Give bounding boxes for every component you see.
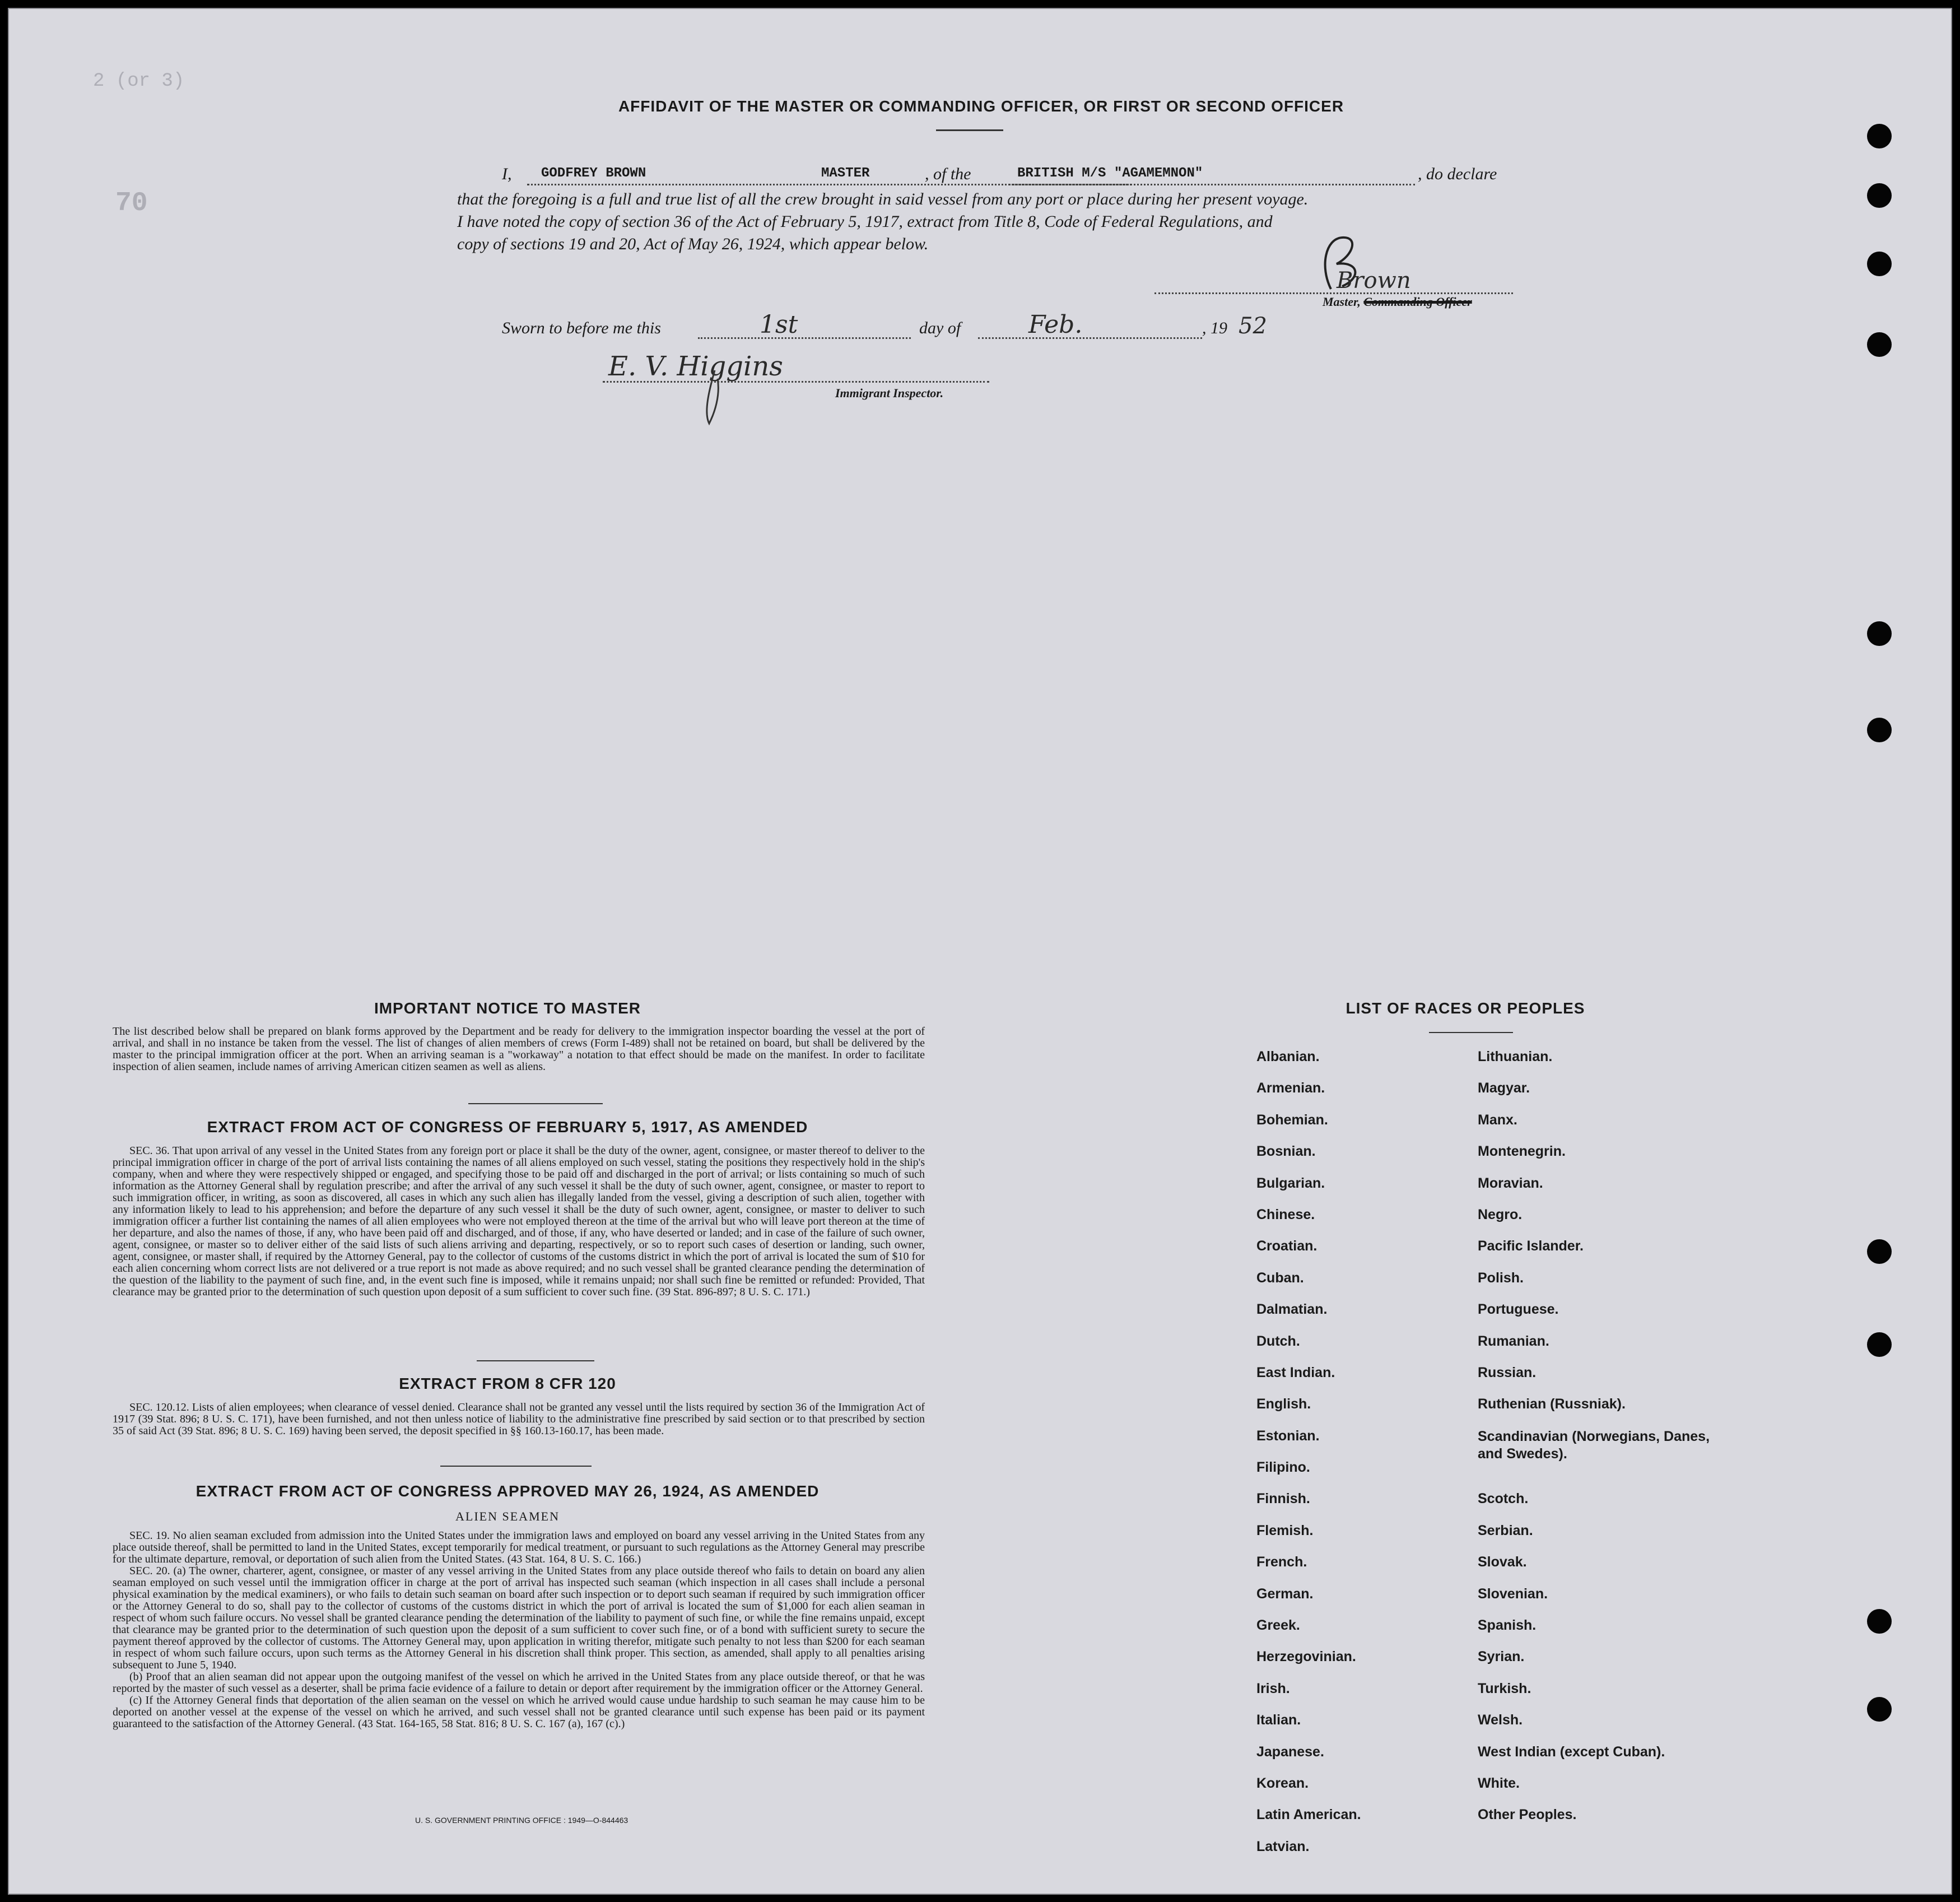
race-item: Other Peoples. (1478, 1807, 1577, 1823)
sec-20a-text: SEC. 20. (a) The owner, charterer, agent, consignee, or master of any vessel arriving in the United States from any place outside thereof who fails to detain on board any alien seaman employed on such vessel until the immigration officer in charge at the port of arrival has inspected such seaman (which inspection in all cases shall include a personal physical examination by the medical examiners), or who fails to detain such seaman on board after such inspection or to deport such seaman if required by such immigration officer or the Attorney General to do so, shall pay to the collector of customs of the customs district in which the port of arrival is located the sum of $1,000 for each alien seaman in respect of whom such failure occurs. No vessel shall be granted clearance pending the determination of the liability to payment of such fine, or while the fine remains unpaid, except that clearance may be granted prior to the determination of such question upon the deposit of a sum sufficient to cover such fine, or of a bond with sufficient surety to secure the payment thereof approved by the collector of customs. The Attorney General may, upon application in writing therefor, mitigate such penalty to not less than $200 for each seaman in respect of whom such failure occurs, upon such terms as the Attorney General in his discretion shall think proper. This section, as amended, shall apply to all penalties arising subsequent to June 5, 1940. (113, 1565, 925, 1671)
race-item: Turkish. (1478, 1680, 1531, 1696)
inspector-line (603, 361, 989, 383)
race-item: White. (1478, 1775, 1520, 1791)
affidavit-line-4: copy of sections 19 and 20, Act of May 26, 1924, which appear below. (457, 235, 929, 253)
alien-seamen-subheading: ALIEN SEAMEN (455, 1509, 560, 1523)
sworn-day-field (698, 317, 911, 339)
sworn-day: 1st (760, 310, 798, 339)
section-divider (440, 1466, 592, 1467)
sec-20c-text: (c) If the Attorney General finds that deportation of the alien seaman on the vessel on which he arrived would cause undue hardship to such seaman he may cause him to be deported on another vessel at the expense of the vessel on which he arrived, and such vessel shall not be granted clearance until such expense has been paid or its payment guaranteed to the satisfaction of the Attorney General. (43 Stat. 164-165, 58 Stat. 816; 8 U. S. C. 167 (a), 167 (c).) (113, 1694, 925, 1730)
inspector-label: Immigrant Inspector. (835, 386, 944, 400)
punch-hole (1867, 332, 1892, 357)
affidavit-line-2: that the foregoing is a full and true list of all the crew brought in said vessel from any port or place during her present voyage. (457, 190, 1309, 208)
inspector-signature: E. V. Higgins (608, 351, 783, 382)
race-item: Welsh. (1478, 1712, 1523, 1728)
extract-cfr-text: SEC. 120.12. Lists of alien employees; when clearance of vessel denied. Clearance shall not be granted any vessel until the lists required by section 36 of the Immigration Act of 1917 (39 Stat. 896; 8 U. S. C. 171), have been furnished, and not then unless notice of liability to the administrative fine prescribed by said section or to that prescribed by section 35 of said Act (39 Stat. 896; 8 U. S. C. 169) having been served, the deposit specified in §§ 160.13-160.17, has been made. (113, 1401, 925, 1437)
race-item: Latin American. (1256, 1807, 1361, 1823)
race-item: Slovak. (1478, 1554, 1527, 1570)
race-item: East Indian. (1256, 1364, 1335, 1380)
do-declare-label: , do declare (1418, 165, 1497, 183)
bleed-through-mark: 70 (115, 188, 148, 218)
race-item: Scotch. (1478, 1491, 1529, 1507)
race-item: Bohemian. (1256, 1112, 1328, 1128)
race-item: Scandinavian (Norwegians, Danes, and Swedes). (1478, 1428, 1710, 1462)
race-item: Bosnian. (1256, 1143, 1316, 1160)
bleed-through-mark: 2 (or 3) (93, 71, 185, 92)
i-label: I, (502, 165, 512, 183)
race-item: Montenegrin. (1478, 1143, 1566, 1160)
document-page (8, 8, 1952, 1895)
sec-19-text: SEC. 19. No alien seaman excluded from admission into the United States under the immigration laws and employed on board any vessel arriving in the United States from any place outside thereof, shall be permitted to land in the United States, except temporarily for medical treatment, or pursuant to such regulations as the Attorney General may prescribe for the ultimate departure, removal, or deportation of such alien from the United States. (43 Stat. 164, 8 U. S. C. 166.) (113, 1529, 925, 1565)
race-item: Armenian. (1256, 1080, 1325, 1096)
punch-hole (1867, 1332, 1892, 1357)
race-item: Polish. (1478, 1269, 1524, 1286)
race-item: Dalmatian. (1256, 1301, 1328, 1318)
extract-1917-heading: EXTRACT FROM ACT OF CONGRESS OF FEBRUARY 5, 1917, AS AMENDED (207, 1118, 808, 1136)
races-left-column (1256, 1049, 1361, 1870)
extract-1924-heading: EXTRACT FROM ACT OF CONGRESS APPROVED MAY 26, 1924, AS AMENDED (195, 1482, 820, 1500)
race-item: Rumanian. (1478, 1333, 1549, 1349)
race-item: Finnish. (1256, 1491, 1310, 1507)
printer-imprint: U. S. GOVERNMENT PRINTING OFFICE : 1949—O-844463 (415, 1816, 628, 1825)
race-item: Chinese. (1256, 1206, 1315, 1222)
race-item: Dutch. (1256, 1333, 1300, 1349)
signature-line (1154, 273, 1513, 294)
race-item: Croatian. (1256, 1238, 1317, 1254)
affidavit-line-3: I have noted the copy of section 36 of the Act of February 5, 1917, extract from Title 8, Code of Federal Regulations, and (457, 212, 1273, 231)
race-item: Magyar. (1478, 1080, 1530, 1096)
race-item: Portuguese. (1478, 1301, 1559, 1318)
section-divider (477, 1360, 594, 1361)
notice-heading: IMPORTANT NOTICE TO MASTER (374, 999, 641, 1017)
race-item: Ruthenian (Russniak). (1478, 1396, 1626, 1412)
punch-hole (1867, 1697, 1892, 1722)
race-item: Negro. (1478, 1206, 1523, 1222)
race-item: Bulgarian. (1256, 1175, 1325, 1191)
race-item: Cuban. (1256, 1269, 1304, 1286)
of-the-label: , of the (925, 165, 971, 183)
races-heading: LIST OF RACES OR PEOPLES (1346, 999, 1585, 1017)
section-divider (468, 1103, 603, 1104)
punch-hole (1867, 1609, 1892, 1634)
master-label: Master, (1323, 295, 1361, 309)
race-item: Slovenian. (1478, 1585, 1548, 1602)
race-item: Korean. (1256, 1775, 1309, 1791)
struck-officer-label: Commanding Officer (1363, 295, 1472, 309)
race-item: Lithuanian. (1478, 1049, 1553, 1064)
race-item: Japanese. (1256, 1743, 1324, 1760)
race-item: Irish. (1256, 1680, 1290, 1696)
race-item: West Indian (except Cuban). (1478, 1743, 1665, 1760)
race-item: Italian. (1256, 1712, 1301, 1728)
race-item: Albanian. (1256, 1049, 1320, 1064)
master-title (1323, 295, 1472, 309)
race-item: Greek. (1256, 1617, 1300, 1634)
master-rank: MASTER (821, 166, 870, 181)
punch-hole (1867, 718, 1892, 742)
affidavit-line-1 (457, 165, 1521, 187)
sworn-month: Feb. (1028, 310, 1083, 339)
race-item: English. (1256, 1396, 1311, 1412)
race-item: Manx. (1478, 1112, 1517, 1128)
day-of-label: day of (919, 319, 961, 337)
sworn-year: 52 (1239, 313, 1267, 339)
race-item: Syrian. (1478, 1649, 1525, 1665)
sworn-label: Sworn to before me this (502, 319, 661, 337)
race-item: Pacific Islander. (1478, 1238, 1584, 1254)
vessel-name: BRITISH M/S "AGAMEMNON" (1017, 166, 1203, 181)
punch-hole (1867, 621, 1892, 646)
extract-1917-text: SEC. 36. That upon arrival of any vessel in the United States from any foreign port or place it shall be the duty of the owner, agent, consignee, or master thereof to deliver to the principal immigration officer in charge of the port of arrival lists containing the names of all aliens employed on such vessel, stating the positions they respectively hold in the ship's company, when and where they were respectively shipped or engaged, and specifying those to be paid off and discharged in the port of arrival; or lists containing so much of such information as the Attorney General shall by regulation prescribe; and after the arrival of any such vessel it shall be the duty of such owner, agent, consignee, or master to report to such immigration officer, in writing, as soon as discovered, all cases in which any such alien has illegally landed from the vessel, giving a description of such alien, together with any information likely to lead to his apprehension; and before the departure of any such vessel it shall be the duty of such owner, agent, consignee, or master to deliver to such immigration officer a further list containing the names of all alien employees who were not employed thereon at the time of the arrival but who will leave port thereon at the time of her departure, and also the names of those, if any, who have been paid off and discharged, and of those, if any, who have deserted or landed; and in case of the failure of such owner, agent, consignee, or master so to deliver either of the said lists of such aliens arriving and departing, respectively, or so to report such cases of desertion or landing, such owner, agent, consignee, or master shall, if required by the Attorney General, pay to the collector of customs of the customs district in which the port of arrival is located the sum of $10 for each alien concerning whom correct lists are not delivered or a true report is not made as above required; and no such vessel shall be granted clearance pending the determination of the question of the liability to the payment of such fine, and, in the event such fine is imposed, while it remains unpaid; nor shall such fine be remitted or refunded: Provided, That clearance may be granted prior to the determination of such question upon deposit of a sum sufficient to cover such fine. (39 Stat. 896-897; 8 U. S. C. 171.) (113, 1145, 925, 1298)
punch-hole (1867, 124, 1892, 148)
sec-20b-text: (b) Proof that an alien seaman did not appear upon the outgoing manifest of the vessel on which he arrived in the United States from any place outside thereof, or that he was reported by the master of such vessel as a deserter, shall be prima facie evidence of a failure to detain or deport after requirement by the immigration officer or the Attorney General. (113, 1671, 925, 1695)
punch-hole (1867, 252, 1892, 276)
heading-divider (936, 129, 1003, 131)
race-item: Moravian. (1478, 1175, 1543, 1191)
extract-1924-body (113, 1530, 925, 1730)
race-item: Russian. (1478, 1364, 1537, 1380)
master-name: GODFREY BROWN (541, 166, 646, 181)
race-item: Latvian. (1256, 1838, 1310, 1854)
races-right-column (1478, 1049, 1713, 1839)
race-item: Spanish. (1478, 1617, 1537, 1634)
master-signature: Brown (1337, 268, 1411, 294)
races-divider (1429, 1032, 1513, 1033)
race-item: Estonian. (1256, 1427, 1320, 1444)
race-item: Filipino. (1256, 1459, 1310, 1476)
affidavit-heading: AFFIDAVIT OF THE MASTER OR COMMANDING OFFICER, OR FIRST OR SECOND OFFICER (618, 97, 1344, 115)
race-item: Serbian. (1478, 1522, 1533, 1538)
race-item: French. (1256, 1554, 1307, 1570)
notice-text: The list described below shall be prepared on blank forms approved by the Department and be ready for delivery to the immigration inspector boarding the vessel at the port of arrival, and shall in no instance be taken from the vessel. The list of changes of alien members of crews (Form I-489) shall not be retained on board, but shall be delivered by the master to the principal immigration officer at the port. When an arriving seaman is a "workaway" a notation to that effect should be made on the manifest. In order to facilitate inspection of alien seamen, include names of arriving American citizen seamen as well as aliens. (113, 1025, 925, 1073)
race-item: Flemish. (1256, 1522, 1314, 1538)
year-prefix: , 19 (1202, 319, 1227, 337)
race-item: German. (1256, 1585, 1314, 1602)
extract-cfr-heading: EXTRACT FROM 8 CFR 120 (399, 1375, 616, 1392)
sworn-month-field (978, 317, 1202, 339)
race-item: Herzegovinian. (1256, 1649, 1356, 1665)
punch-hole (1867, 183, 1892, 208)
punch-hole (1867, 1239, 1892, 1264)
